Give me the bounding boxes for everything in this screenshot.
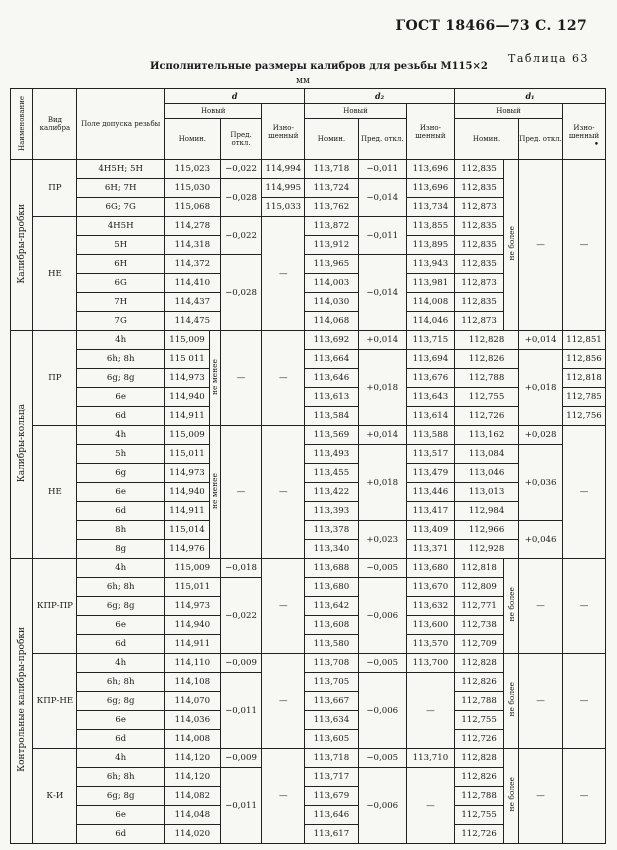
value-cell: +0,014 — [358, 331, 406, 350]
table-row — [11, 502, 606, 521]
table-row — [11, 369, 606, 388]
value-cell: 114,973 — [165, 464, 210, 483]
value-cell: 113,617 — [305, 825, 358, 844]
table-row — [11, 426, 606, 445]
value-cell: 114,008 — [165, 730, 221, 749]
value-cell: 113,895 — [406, 236, 454, 255]
d2-worn-header: Изно-шенный — [406, 104, 454, 160]
tolerance-cell: 6g — [77, 464, 165, 483]
d-worn-header: Изно-шенный — [262, 104, 305, 160]
value-cell: −0,005 — [358, 559, 406, 578]
value-cell: 113,479 — [406, 464, 454, 483]
value-cell: 113,517 — [406, 445, 454, 464]
value-cell: 114,973 — [165, 597, 221, 616]
tolerance-cell: 4h — [77, 749, 165, 768]
dash-cell: — — [563, 749, 606, 844]
dash-cell: — — [406, 673, 454, 749]
value-cell: 112,788 — [455, 787, 504, 806]
tolerance-cell: 6d — [77, 825, 165, 844]
d-deviation-header: Пред. откл. — [220, 119, 262, 160]
d1-nominal-header: Номин. — [455, 119, 519, 160]
tolerance-cell: 6g; 8g — [77, 597, 165, 616]
value-cell: 112,828 — [455, 749, 504, 768]
value-cell: 115,009 — [165, 426, 210, 445]
value-cell: 112,835 — [455, 217, 504, 236]
value-cell: −0,011 — [220, 673, 262, 749]
tolerance-cell: 5H — [77, 236, 165, 255]
value-cell: 113,708 — [305, 654, 358, 673]
value-cell: 114,108 — [165, 673, 221, 692]
d1-deviation-header: Пред. откл. — [519, 119, 563, 160]
value-cell: −0,014 — [358, 255, 406, 331]
dash-cell: — — [262, 749, 305, 844]
value-cell: 112,726 — [455, 730, 504, 749]
value-cell: 112,771 — [455, 597, 504, 616]
kind-cell: КПР-ПР — [33, 559, 77, 654]
tolerance-cell: 7H — [77, 293, 165, 312]
value-cell: 113,084 — [455, 445, 519, 464]
value-cell: −0,006 — [358, 673, 406, 749]
unit-label: мм — [296, 76, 311, 86]
d-nominal-header: Номин. — [165, 119, 221, 160]
calibre-dimensions-table — [10, 88, 606, 844]
value-cell: 113,724 — [305, 179, 358, 198]
tolerance-cell: 7G — [77, 312, 165, 331]
value-cell: 113,614 — [406, 407, 454, 426]
value-cell: 113,965 — [305, 255, 358, 274]
value-cell: −0,018 — [220, 559, 262, 578]
value-cell: −0,009 — [220, 654, 262, 673]
value-cell: 113,664 — [305, 350, 358, 369]
table-row — [11, 483, 606, 502]
value-cell: 113,340 — [305, 540, 358, 559]
table-row — [11, 445, 606, 464]
tolerance-cell: 6d — [77, 407, 165, 426]
group-label-probki: Калибры-пробки — [11, 160, 33, 331]
value-cell: 115,033 — [262, 198, 305, 217]
value-cell: 113,688 — [305, 559, 358, 578]
value-cell: 113,569 — [305, 426, 358, 445]
value-cell: 112,851 — [563, 331, 606, 350]
value-cell: 113,855 — [406, 217, 454, 236]
value-cell: 112,709 — [455, 635, 504, 654]
value-cell: 113,605 — [305, 730, 358, 749]
tolerance-cell: 6e — [77, 711, 165, 730]
value-cell: 113,613 — [305, 388, 358, 407]
group-label-kontr: Контрольные калибры-пробки — [11, 559, 33, 844]
value-cell: 114,008 — [406, 293, 454, 312]
ne-bolee-note: не более — [504, 160, 519, 331]
value-cell: 114,110 — [165, 654, 221, 673]
table-row — [11, 160, 606, 179]
value-cell: 114,036 — [165, 711, 221, 730]
value-cell: 114,994 — [262, 160, 305, 179]
value-cell: 115 011 — [165, 350, 210, 369]
dash-cell: — — [519, 559, 563, 654]
dash-cell: — — [563, 160, 606, 331]
value-cell: 113,570 — [406, 635, 454, 654]
kind-cell: ПР — [33, 160, 77, 217]
value-cell: 114,940 — [165, 616, 221, 635]
value-cell: 113,718 — [305, 749, 358, 768]
value-cell: 114,911 — [165, 635, 221, 654]
value-cell: 112,828 — [455, 331, 519, 350]
value-cell: +0,014 — [358, 426, 406, 445]
dash-cell: — — [220, 426, 262, 559]
group-label-koltsa: Калибры-кольца — [11, 331, 33, 559]
value-cell: 112,726 — [455, 825, 504, 844]
value-cell: 113,422 — [305, 483, 358, 502]
value-cell: 112,835 — [455, 236, 504, 255]
value-cell: 113,046 — [455, 464, 519, 483]
table-number: Таблица 63 — [508, 52, 589, 65]
value-cell: 114,048 — [165, 806, 221, 825]
value-cell: −0,005 — [358, 654, 406, 673]
value-cell: 113,608 — [305, 616, 358, 635]
value-cell: 112,835 — [455, 255, 504, 274]
value-cell: −0,011 — [358, 160, 406, 179]
dash-cell: — — [262, 426, 305, 559]
value-cell: 112,818 — [563, 369, 606, 388]
value-cell: 114,995 — [262, 179, 305, 198]
value-cell: 112,966 — [455, 521, 519, 540]
tolerance-cell: 4h — [77, 426, 165, 445]
tolerance-cell: 6H — [77, 255, 165, 274]
value-cell: 112,984 — [455, 502, 519, 521]
tolerance-cell: 6d — [77, 635, 165, 654]
dash-cell: — — [262, 559, 305, 654]
value-cell: 114,003 — [305, 274, 358, 293]
value-cell: 113,378 — [305, 521, 358, 540]
tolerance-cell: 6g; 8g — [77, 369, 165, 388]
value-cell: 115,068 — [165, 198, 221, 217]
tolerance-cell: 8h — [77, 521, 165, 540]
d2-nominal-header: Номин. — [305, 119, 358, 160]
value-cell: −0,022 — [220, 160, 262, 179]
value-cell: 113,584 — [305, 407, 358, 426]
table-row — [11, 388, 606, 407]
tolerance-cell: 6H; 7H — [77, 179, 165, 198]
value-cell: −0,022 — [220, 578, 262, 654]
value-cell: 113,692 — [305, 331, 358, 350]
value-cell: 114,318 — [165, 236, 221, 255]
value-cell: 113,700 — [406, 654, 454, 673]
tolerance-cell: 6d — [77, 730, 165, 749]
dash-cell: — — [563, 426, 606, 559]
value-cell: +0,018 — [519, 350, 563, 426]
value-cell: 112,755 — [455, 806, 504, 825]
value-cell: +0,014 — [519, 331, 563, 350]
value-cell: 112,818 — [455, 559, 504, 578]
value-cell: 112,755 — [455, 388, 519, 407]
value-cell: 112,756 — [563, 407, 606, 426]
table-row — [11, 749, 606, 768]
table-row — [11, 654, 606, 673]
dash-cell: — — [519, 749, 563, 844]
value-cell: 113,670 — [406, 578, 454, 597]
value-cell: 115,011 — [165, 578, 221, 597]
tolerance-cell: 6h; 8h — [77, 768, 165, 787]
value-cell: 113,446 — [406, 483, 454, 502]
tolerance-cell: 6h; 8h — [77, 350, 165, 369]
value-cell: 113,981 — [406, 274, 454, 293]
tolerance-cell: 6e — [77, 806, 165, 825]
tolerance-cell: 5h — [77, 445, 165, 464]
value-cell: 113,013 — [455, 483, 519, 502]
value-cell: 114,372 — [165, 255, 221, 274]
value-cell: 114,410 — [165, 274, 221, 293]
col-d2-header: d₂ — [305, 89, 455, 104]
value-cell: 113,493 — [305, 445, 358, 464]
value-cell: 113,680 — [305, 578, 358, 597]
value-cell: 114,120 — [165, 768, 221, 787]
table-row — [11, 350, 606, 369]
value-cell: 112,835 — [455, 293, 504, 312]
value-cell: −0,028 — [220, 179, 262, 217]
value-cell: 112,726 — [455, 407, 519, 426]
col-tolerance-header: Поле допуска резьбы — [77, 89, 165, 160]
table-row — [11, 331, 606, 350]
value-cell: 114,068 — [305, 312, 358, 331]
value-cell: 115,009 — [165, 331, 210, 350]
dash-cell: — — [519, 654, 563, 749]
value-cell: 113,642 — [305, 597, 358, 616]
tolerance-cell: 6e — [77, 616, 165, 635]
value-cell: 112,856 — [563, 350, 606, 369]
d-new-header: Новый — [165, 104, 262, 119]
value-cell: 115,030 — [165, 179, 221, 198]
value-cell: 115,023 — [165, 160, 221, 179]
value-cell: 112,835 — [455, 179, 504, 198]
ne-bolee-note: не более — [504, 559, 519, 654]
value-cell: 113,680 — [406, 559, 454, 578]
value-cell: 112,826 — [455, 350, 519, 369]
kind-cell: КПР-НЕ — [33, 654, 77, 749]
value-cell: 113,162 — [455, 426, 519, 445]
value-cell: 112,755 — [455, 711, 504, 730]
value-cell: 113,715 — [406, 331, 454, 350]
value-cell: −0,022 — [220, 217, 262, 255]
d1-worn-header: Изно-шенный — [563, 104, 606, 160]
value-cell: 113,667 — [305, 692, 358, 711]
value-cell: +0,028 — [519, 426, 563, 445]
value-cell: −0,011 — [358, 217, 406, 255]
value-cell: 113,371 — [406, 540, 454, 559]
value-cell: −0,005 — [358, 749, 406, 768]
value-cell: 113,718 — [305, 160, 358, 179]
value-cell: 112,788 — [455, 692, 504, 711]
col-name-header: Наименование — [11, 89, 33, 160]
value-cell: 113,580 — [305, 635, 358, 654]
value-cell: +0,036 — [519, 445, 563, 521]
value-cell: 114,046 — [406, 312, 454, 331]
page-standard-header: ГОСТ 18466—73 С. 127 — [395, 18, 587, 34]
d1-new-header: Новый — [455, 104, 563, 119]
tolerance-cell: 6G — [77, 274, 165, 293]
kind-cell: ПР — [33, 331, 77, 426]
tolerance-cell: 6g; 8g — [77, 692, 165, 711]
value-cell: +0,046 — [519, 521, 563, 559]
value-cell: +0,018 — [358, 445, 406, 521]
value-cell: −0,028 — [220, 255, 262, 331]
table-row — [11, 464, 606, 483]
tolerance-cell: 4H5H — [77, 217, 165, 236]
value-cell: 112,928 — [455, 540, 519, 559]
tolerance-cell: 6h; 8h — [77, 578, 165, 597]
table-row — [11, 559, 606, 578]
value-cell: 114,020 — [165, 825, 221, 844]
value-cell: 113,393 — [305, 502, 358, 521]
value-cell: 114,940 — [165, 483, 210, 502]
dash-cell: — — [406, 768, 454, 844]
value-cell: 112,873 — [455, 312, 504, 331]
value-cell: 113,455 — [305, 464, 358, 483]
dash-cell: — — [262, 331, 305, 426]
dash-cell: — — [262, 654, 305, 749]
tolerance-cell: 6e — [77, 483, 165, 502]
tolerance-cell: 6d — [77, 502, 165, 521]
value-cell: 114,278 — [165, 217, 221, 236]
value-cell: 113,679 — [305, 787, 358, 806]
value-cell: 113,912 — [305, 236, 358, 255]
value-cell: 114,911 — [165, 407, 210, 426]
value-cell: 113,676 — [406, 369, 454, 388]
table-title: Исполнительные размеры калибров для резьбы М115×2 — [150, 61, 488, 72]
margin-mark: • — [593, 140, 599, 150]
kind-cell: НЕ — [33, 426, 77, 559]
value-cell: 115,014 — [165, 521, 210, 540]
value-cell: 112,809 — [455, 578, 504, 597]
value-cell: 113,717 — [305, 768, 358, 787]
value-cell: −0,014 — [358, 179, 406, 217]
col-d-header: d — [165, 89, 305, 104]
tolerance-cell: 6e — [77, 388, 165, 407]
table-row — [11, 521, 606, 540]
value-cell: 113,694 — [406, 350, 454, 369]
value-cell: 113,417 — [406, 502, 454, 521]
tolerance-cell: 4h — [77, 559, 165, 578]
value-cell: +0,023 — [358, 521, 406, 559]
value-cell: 112,828 — [455, 654, 504, 673]
tolerance-cell: 6G; 7G — [77, 198, 165, 217]
tolerance-cell: 6h; 8h — [77, 673, 165, 692]
value-cell: 114,082 — [165, 787, 221, 806]
value-cell: 114,070 — [165, 692, 221, 711]
value-cell: 112,826 — [455, 768, 504, 787]
value-cell: 113,696 — [406, 179, 454, 198]
tolerance-cell: 6g; 8g — [77, 787, 165, 806]
kind-cell: НЕ — [33, 217, 77, 331]
col-kind-header: Вид калибра — [33, 89, 77, 160]
value-cell: 112,788 — [455, 369, 519, 388]
tolerance-cell: 4h — [77, 654, 165, 673]
dash-cell: — — [563, 559, 606, 654]
value-cell: 113,734 — [406, 198, 454, 217]
value-cell: 113,762 — [305, 198, 358, 217]
value-cell: −0,006 — [358, 578, 406, 654]
value-cell: 114,911 — [165, 502, 210, 521]
value-cell: −0,011 — [220, 768, 262, 844]
value-cell: 115,011 — [165, 445, 210, 464]
ne-menee-note: не менее — [209, 331, 220, 426]
ne-menee-note: не менее — [209, 426, 220, 559]
value-cell: 114,030 — [305, 293, 358, 312]
value-cell: 112,873 — [455, 274, 504, 293]
value-cell: 114,973 — [165, 369, 210, 388]
value-cell: 113,872 — [305, 217, 358, 236]
tolerance-cell: 4h — [77, 331, 165, 350]
table-row — [11, 540, 606, 559]
value-cell: 114,475 — [165, 312, 221, 331]
dash-cell: — — [563, 654, 606, 749]
value-cell: 114,976 — [165, 540, 210, 559]
value-cell: 113,646 — [305, 806, 358, 825]
value-cell: 113,710 — [406, 749, 454, 768]
tolerance-cell: 8g — [77, 540, 165, 559]
value-cell: −0,006 — [358, 768, 406, 844]
value-cell: 113,696 — [406, 160, 454, 179]
value-cell: 113,588 — [406, 426, 454, 445]
value-cell: 114,940 — [165, 388, 210, 407]
value-cell: +0,018 — [358, 350, 406, 426]
value-cell: 114,120 — [165, 749, 221, 768]
value-cell: 114,437 — [165, 293, 221, 312]
value-cell: 113,646 — [305, 369, 358, 388]
value-cell: 113,600 — [406, 616, 454, 635]
tolerance-cell: 4H5H; 5H — [77, 160, 165, 179]
value-cell: 113,632 — [406, 597, 454, 616]
value-cell: 113,643 — [406, 388, 454, 407]
value-cell: 113,634 — [305, 711, 358, 730]
dash-cell: — — [519, 160, 563, 331]
ne-bolee-note: не более — [504, 749, 519, 844]
value-cell: 112,873 — [455, 198, 504, 217]
d2-deviation-header: Пред. откл. — [358, 119, 406, 160]
value-cell: −0,009 — [220, 749, 262, 768]
ne-bolee-note: не более — [504, 654, 519, 749]
value-cell: 113,409 — [406, 521, 454, 540]
table-row — [11, 407, 606, 426]
value-cell: 112,785 — [563, 388, 606, 407]
col-d1-header: d₁ — [455, 89, 606, 104]
d2-new-header: Новый — [305, 104, 407, 119]
dash-cell: — — [220, 331, 262, 426]
value-cell: 112,826 — [455, 673, 504, 692]
dash-cell: — — [262, 217, 305, 331]
kind-cell: К-И — [33, 749, 77, 844]
value-cell: 112,738 — [455, 616, 504, 635]
value-cell: 115,009 — [165, 559, 221, 578]
value-cell: 113,705 — [305, 673, 358, 692]
value-cell: 113,943 — [406, 255, 454, 274]
value-cell: 112,835 — [455, 160, 504, 179]
